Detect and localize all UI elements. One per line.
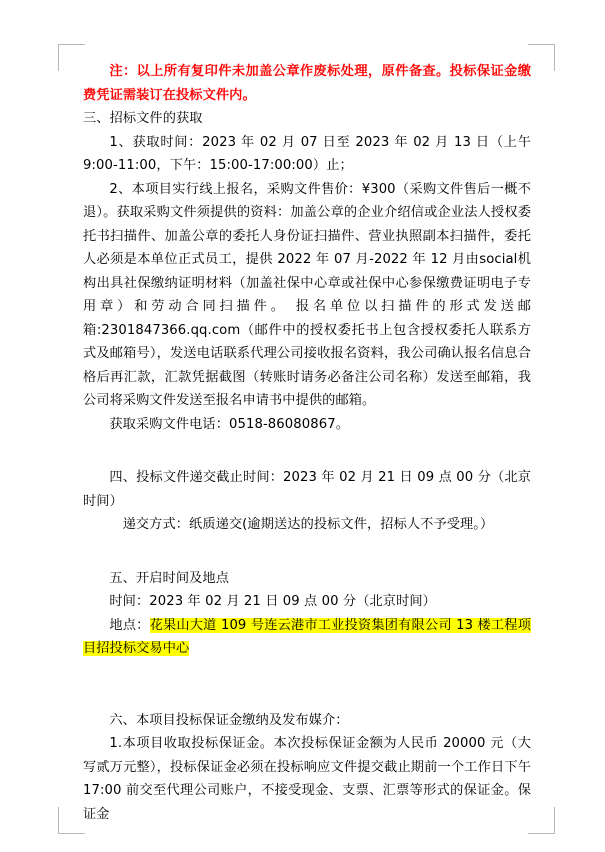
paragraph-item-6-1: 1.本项目收取投标保证金。本次投标保证金额为人民币 20000 元（大写贰万元整），投标保证金必须在投标响应文件提交截止期前一个工作日下午 17:00 前交至代理公司账户，不接受现金、支票、汇票等形式的保证金。保证金 [83, 736, 531, 822]
spacer [83, 691, 531, 709]
spacer [83, 436, 531, 466]
paragraph-open-time: 时间：2023 年 02 月 21 日 09 点 00 分（北京时间） [109, 594, 436, 609]
heading-section-three: 三、招标文件的获取 [83, 111, 203, 126]
paragraph-section-four-sub: 递交方式：纸质递交(逾期送达的投标文件，招标人不予受理。） [122, 517, 494, 532]
crop-mark-top-right [528, 44, 555, 71]
heading-section-five: 五、开启时间及地点 [109, 570, 229, 586]
spacer [83, 661, 531, 691]
paragraph-item-3-2: 2、本项目实行线上报名，采购文件售价：¥300（采购文件售后一概不退）。获取采购文件须提供的资料：加盖公章的企业介绍信或企业法人授权委托书扫描件、加盖公章的委托人身份证扫描件、营业执照副本扫描件，委托人必须是本单位正式员工，提供 2022 年 07 月-2022 年 12 月由social机构出具社保缴纳证明材料（加盖社保中心章或社保中心参保缴费证明电子专用章）和劳动合同扫描件。 报名单位以扫描件的形式发送邮箱:2301847366.qq.com（邮件中的授权委托书上包含授权委托人联系方式及邮箱号），发送电话联系代理公司接收报名资料，我公司确认报名信息合格后再汇款，汇款凭据截图（转账时请务必备注公司名称）发送至邮箱，我公司将采购文件发送至报名申请书中提供的邮箱。 [83, 181, 531, 408]
open-place-label: 地点： [109, 617, 150, 633]
heading-section-six: 六、本项目投标保证金缴纳及发布媒介： [109, 712, 349, 728]
open-place-value: 花果山大道 109 号连云港市工业投资集团有限公司 13 楼工程项目招投标交易中心 [83, 617, 531, 656]
crop-mark-bottom-left [58, 807, 85, 834]
document-body [83, 60, 531, 826]
paragraph-item-3-1: 1、获取时间：2023 年 02 月 07 日至 2023 年 02 月 13 日（上午 9:00-11:00，下午：15:00-17:00:00）止； [83, 134, 531, 173]
paragraph-note-red: 注：以上所有复印件未加盖公章作废标处理，原件备查。投标保证金缴费凭证需装订在投标文件内。 [83, 64, 531, 103]
heading-section-four: 四、投标文件递交截止时间：2023 年 02 月 21 日 09 点 00 分（北京时间） [83, 470, 531, 509]
crop-mark-bottom-right [528, 807, 555, 834]
paragraph-open-place [83, 614, 531, 661]
spacer [83, 537, 531, 567]
crop-mark-top-left [58, 44, 85, 71]
paragraph-item-3-3: 获取采购文件电话：0518-86080867。 [109, 416, 350, 432]
